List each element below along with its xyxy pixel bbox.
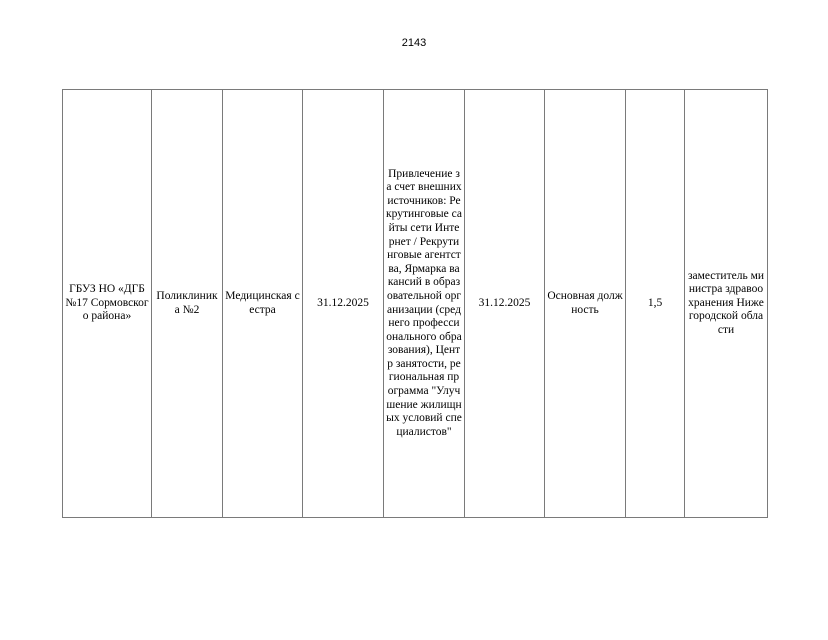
position-cell: Медицинская сестра <box>223 90 303 518</box>
department-cell: Поликлиника №2 <box>152 90 223 518</box>
page-number: 2143 <box>401 37 427 49</box>
table-row <box>63 90 768 518</box>
organization-cell: ГБУЗ НО «ДГБ №17 Сормовского района» <box>63 90 152 518</box>
date-start-cell: 31.12.2025 <box>303 90 384 518</box>
rate-cell: 1,5 <box>626 90 685 518</box>
staffing-table <box>62 89 768 518</box>
measures-cell: Привлечение за счет внешних источников: Рекрутинговые сайты сети Интернет / Рекрутинговые агентства, Ярмарка вакансий в образовательной организации (среднего профессионального образования), Центр занятости, региональная программа "Улучшение жилищных условий специалистов" <box>384 90 465 518</box>
position-type-cell: Основная должность <box>545 90 626 518</box>
date-end-cell: 31.12.2025 <box>465 90 545 518</box>
responsible-cell: заместитель министра здравоохранения Нижегородской области <box>685 90 768 518</box>
